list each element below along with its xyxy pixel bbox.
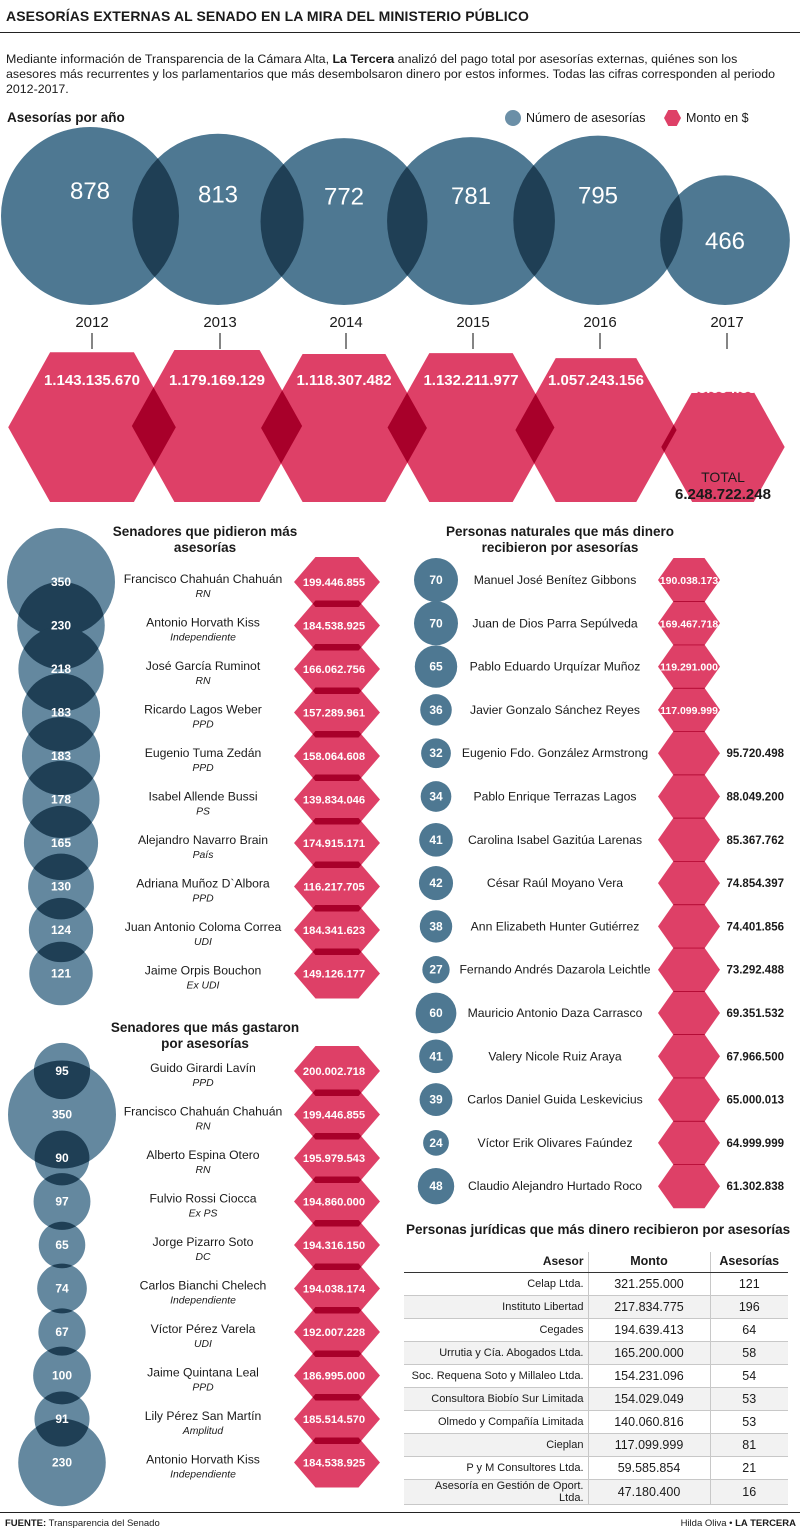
natural-name: Mauricio Antonio Daza Carrasco <box>467 1006 643 1020</box>
requests-name: José García Ruminot <box>145 659 261 673</box>
natural-name: Javier Gonzalo Sánchez Reyes <box>469 702 641 717</box>
spending-amount-label: 200.002.718 <box>302 1066 366 1078</box>
cell-asesor: Cegades <box>404 1319 588 1342</box>
requests-party: UDI <box>194 937 212 948</box>
cell-monto: 154.029.049 <box>588 1388 710 1411</box>
cell-monto: 194.639.413 <box>588 1319 710 1342</box>
requests-party: Ex UDI <box>186 980 220 992</box>
requests-name: Eugenio Tuma Zedán <box>144 746 262 760</box>
spending-amount-label: 184.538.925 <box>302 1457 366 1470</box>
cell-asesorias: 53 <box>710 1411 788 1434</box>
cell-asesor: Olmedo y Compañía Limitada <box>404 1411 588 1434</box>
table-row <box>404 1480 788 1505</box>
col-header-asesor: Asesor <box>404 1252 588 1273</box>
requests-amount-label: 166.062.756 <box>302 664 366 676</box>
year-amount-label: 618.654.834 <box>681 380 765 397</box>
cell-asesorias: 21 <box>710 1457 788 1480</box>
spending-count-label: 91 <box>55 1412 69 1426</box>
table-header-row <box>404 1252 788 1273</box>
requests-count-label: 178 <box>50 792 72 807</box>
natural-hexagons <box>658 558 785 1208</box>
requests-hexagons <box>294 557 380 999</box>
spending-name: Carlos Bianchi Chelech <box>139 1278 267 1293</box>
cell-monto: 217.834.775 <box>588 1296 710 1319</box>
natural-amount-label: 74.854.397 <box>726 878 784 891</box>
year-label: 2012 <box>75 314 109 331</box>
spending-party: Independiente <box>170 1469 236 1481</box>
year-label: 2016 <box>583 314 617 331</box>
natural-amount-label: 67.966.500 <box>726 1051 784 1064</box>
requests-count-label: 165 <box>50 836 72 850</box>
natural-amount-label: 190.038.173 <box>659 575 719 587</box>
requests-count-label: 183 <box>50 749 72 763</box>
credits <box>681 1518 796 1529</box>
spending-hexagons <box>294 1046 380 1488</box>
natural-name: Eugenio Fdo. González Armstrong <box>461 746 649 761</box>
spending-amount-label: 194.860.000 <box>302 1196 366 1209</box>
outlet: LA TERCERA <box>735 1518 796 1529</box>
spending-count-label: 65 <box>55 1238 69 1252</box>
natural-amount-label: 74.401.856 <box>726 921 784 934</box>
cell-asesorias: 64 <box>710 1319 788 1342</box>
spending-party: Amplitud <box>182 1426 224 1437</box>
spending-name: Fulvio Rossi Ciocca <box>149 1191 257 1206</box>
natural-count-label: 65 <box>429 659 443 674</box>
cell-asesorias: 196 <box>710 1296 788 1319</box>
natural-count-label: 41 <box>429 1049 443 1064</box>
spending-amount-label: 192.007.228 <box>302 1327 366 1339</box>
spending-name: Jaime Quintana Leal <box>147 1365 259 1380</box>
requests-count-label: 130 <box>50 879 72 894</box>
table-row <box>404 1411 788 1434</box>
natural-count-label: 32 <box>429 746 443 761</box>
senators-requests-title: Senadores que pidieron más asesorías <box>112 524 298 555</box>
requests-name: Alejandro Navarro Brain <box>137 833 269 847</box>
requests-amount-label: 149.126.177 <box>302 968 366 981</box>
year-amount-label: 1.143.135.670 <box>44 372 140 389</box>
requests-party: País <box>192 850 214 861</box>
natural-hexagon <box>658 1034 720 1078</box>
year-count-label: 878 <box>69 178 111 205</box>
year-label: 2017 <box>710 314 744 331</box>
cell-asesorias: 81 <box>710 1434 788 1457</box>
requests-count-label: 124 <box>50 923 72 937</box>
intro-part1: Mediante información de Transparencia de la Cámara Alta, <box>6 52 333 66</box>
requests-amount-label: 199.446.855 <box>302 577 366 589</box>
natural-amount-label: 119.291.000 <box>660 661 718 674</box>
requests-party: PPD <box>192 763 214 774</box>
cell-asesor: Soc. Requena Soto y Millaleo Ltda. <box>404 1365 588 1388</box>
requests-count-label: 350 <box>50 575 72 589</box>
requests-name: Adriana Muñoz D`Albora <box>136 876 270 891</box>
natural-name: Víctor Erik Olivares Faúndez <box>477 1135 633 1150</box>
cell-asesor: Celap Ltda. <box>404 1273 588 1296</box>
year-amount-label: 1.132.211.977 <box>423 372 519 389</box>
natural-name: César Raúl Moyano Vera <box>486 876 624 891</box>
natural-count-label: 60 <box>429 1006 443 1020</box>
intro-part2: analizó del pago total por asesorías externas, quiénes son los asesores más recurrentes y los parlamentarios que más desembolsaron dinero por estos informes. Todas las cifras corresponden al periodo 2012-2017. <box>6 52 776 96</box>
spending-amount-label: 195.979.543 <box>302 1153 366 1165</box>
spending-name: Francisco Chahuán Chahuán <box>123 1104 283 1119</box>
total-label: TOTAL <box>701 469 745 485</box>
table-row <box>404 1296 788 1319</box>
natural-persons-title: Personas naturales que más dinero recibieron por asesorías <box>445 524 675 555</box>
spending-count-label: 74 <box>55 1281 69 1296</box>
requests-count-label: 218 <box>50 662 72 676</box>
legal-entities-title: Personas jurídicas que más dinero recibieron por asesorías <box>406 1222 791 1237</box>
spending-name: Víctor Pérez Varela <box>150 1322 256 1336</box>
requests-party: Independiente <box>170 632 236 644</box>
year-count-label: 772 <box>323 183 365 211</box>
intro-source: La Tercera <box>332 52 395 66</box>
cell-monto: 321.255.000 <box>588 1273 710 1296</box>
spending-party: PPD <box>192 1382 214 1394</box>
source-note <box>5 1518 160 1529</box>
requests-circles <box>7 528 115 1005</box>
year-count-label: 813 <box>197 181 239 209</box>
natural-name: Manuel José Benítez Gibbons <box>473 573 637 587</box>
spending-count-label: 67 <box>55 1325 69 1339</box>
natural-amount-label: 73.292.488 <box>726 964 784 977</box>
legend-amount-label: Monto en $ <box>686 111 749 125</box>
year-label: 2014 <box>329 314 363 331</box>
natural-name: Valery Nicole Ruiz Araya <box>488 1049 622 1064</box>
natural-count-label: 70 <box>429 573 443 587</box>
natural-name: Pablo Enrique Terrazas Lagos <box>473 789 637 804</box>
cell-asesor: Cieplan <box>404 1434 588 1457</box>
requests-list <box>7 528 380 1005</box>
spending-amount-label: 194.038.174 <box>302 1283 366 1296</box>
spending-amount-label: 185.514.570 <box>302 1414 366 1426</box>
natural-hexagon <box>658 991 720 1035</box>
requests-name: Ricardo Lagos Weber <box>144 702 262 717</box>
spending-amount-label: 199.446.855 <box>302 1109 366 1122</box>
cell-monto: 47.180.400 <box>588 1480 710 1505</box>
table-row <box>404 1457 788 1480</box>
cell-asesor: Asesoría en Gestión de Oport. Ltda. <box>404 1480 588 1505</box>
requests-amount-label: 116.217.705 <box>303 881 365 894</box>
spending-circles <box>8 1043 116 1506</box>
year-amount-label: 1.118.307.482 <box>296 372 392 389</box>
spending-amount-label: 186.995.000 <box>302 1370 366 1383</box>
spending-count-label: 97 <box>55 1194 69 1209</box>
requests-party: PPD <box>192 719 214 731</box>
cell-asesorias: 16 <box>710 1480 788 1505</box>
natural-name: Fernando Andrés Dazarola Leichtle <box>459 962 651 977</box>
spending-party: RN <box>195 1165 211 1176</box>
cell-asesorias: 54 <box>710 1365 788 1388</box>
table-row <box>404 1342 788 1365</box>
spending-name: Antonio Horvath Kiss <box>146 1452 260 1467</box>
natural-hexagon <box>658 731 720 775</box>
author: Hilda Oliva <box>680 1518 727 1529</box>
natural-amount-label: 85.367.762 <box>726 834 784 847</box>
requests-name: Juan Antonio Coloma Correa <box>124 920 282 934</box>
natural-count-label: 70 <box>429 616 443 631</box>
natural-hexagon <box>658 948 720 992</box>
requests-amount-label: 184.341.623 <box>302 925 366 937</box>
requests-name: Francisco Chahuán Chahuán <box>123 572 283 586</box>
natural-hexagon <box>658 818 720 862</box>
year-amount-label: 1.179.169.129 <box>169 372 265 389</box>
cell-asesorias: 121 <box>710 1273 788 1296</box>
cell-asesorias: 53 <box>710 1388 788 1411</box>
natural-count-label: 39 <box>429 1092 443 1107</box>
natural-count-label: 41 <box>429 832 443 847</box>
requests-party: PS <box>196 806 210 818</box>
legend-count-label: Número de asesorías <box>526 111 646 125</box>
spending-amount-label: 194.316.150 <box>302 1240 366 1252</box>
natural-hexagon <box>658 1078 720 1122</box>
natural-hexagon <box>658 775 720 819</box>
spending-name: Lily Pérez San Martín <box>144 1409 262 1423</box>
natural-amount-label: 88.049.200 <box>726 791 784 804</box>
page-title: ASESORÍAS EXTERNAS AL SENADO EN LA MIRA DEL MINISTERIO PÚBLICO <box>6 8 529 24</box>
senators-spending-title: Senadores que más gastaron por asesorías <box>110 1020 300 1051</box>
natural-name: Claudio Alejandro Hurtado Roco <box>467 1179 643 1194</box>
spending-party: Ex PS <box>188 1208 218 1220</box>
requests-amount-label: 157.289.961 <box>302 707 366 720</box>
cell-monto: 117.099.999 <box>588 1434 710 1457</box>
spending-name: Jorge Pizarro Soto <box>152 1235 254 1249</box>
natural-name: Pablo Eduardo Urquízar Muñoz <box>469 659 641 674</box>
natural-amount-label: 61.302.838 <box>726 1181 784 1194</box>
natural-name: Juan de Dios Parra Sepúlveda <box>472 616 638 631</box>
year-count-label: 466 <box>704 228 746 256</box>
credit-separator: • <box>726 1518 736 1529</box>
requests-count-label: 230 <box>50 618 72 633</box>
natural-count-label: 34 <box>429 789 443 804</box>
natural-amount-label: 117.099.999 <box>660 704 718 717</box>
requests-amount-label: 158.064.608 <box>302 751 366 763</box>
spending-party: Independiente <box>170 1295 236 1307</box>
requests-amount-label: 184.538.925 <box>302 620 366 633</box>
natural-amount-label: 65.000.013 <box>726 1094 784 1107</box>
natural-name: Carolina Isabel Gazitúa Larenas <box>467 832 643 847</box>
spending-count-label: 230 <box>51 1455 73 1470</box>
spending-party: RN <box>195 1121 211 1133</box>
year-count-label: 781 <box>450 183 492 211</box>
cell-asesor: P y M Consultores Ltda. <box>404 1457 588 1480</box>
spending-party: DC <box>195 1252 211 1263</box>
cell-monto: 59.585.854 <box>588 1457 710 1480</box>
cell-monto: 165.200.000 <box>588 1342 710 1365</box>
natural-count-label: 48 <box>429 1179 443 1194</box>
year-count-label: 795 <box>577 182 619 210</box>
requests-party: RN <box>195 589 211 600</box>
year-section-title: Asesorías por año <box>7 110 125 125</box>
year-chart <box>1 127 790 503</box>
spending-count-label: 90 <box>55 1151 69 1165</box>
table-row <box>404 1365 788 1388</box>
year-label: 2015 <box>456 314 490 331</box>
natural-name: Carlos Daniel Guida Leskevicius <box>467 1092 643 1107</box>
spending-count-label: 100 <box>51 1368 73 1383</box>
year-label: 2013 <box>203 314 237 331</box>
requests-amount-label: 174.915.171 <box>302 838 366 850</box>
spending-party: UDI <box>194 1339 212 1350</box>
natural-count-label: 24 <box>429 1135 443 1150</box>
natural-amount-label: 169.467.718 <box>659 618 719 631</box>
natural-hexagon <box>658 861 720 905</box>
legal-entities-table <box>404 1252 788 1505</box>
requests-amount-label: 139.834.046 <box>302 794 366 807</box>
col-header-monto: Monto <box>588 1252 710 1273</box>
table-row <box>404 1319 788 1342</box>
natural-hexagon <box>658 904 720 948</box>
source-label: FUENTE: <box>5 1518 47 1529</box>
natural-hexagon <box>658 1164 720 1208</box>
natural-amount-label: 69.351.532 <box>726 1008 784 1020</box>
cell-asesor: Instituto Libertad <box>404 1296 588 1319</box>
footer <box>0 1512 800 1529</box>
cell-asesor: Consultora Biobío Sur Limitada <box>404 1388 588 1411</box>
natural-count-label: 27 <box>429 962 443 977</box>
source-text: Transparencia del Senado <box>46 1518 160 1529</box>
spending-party: PPD <box>192 1078 214 1089</box>
natural-persons-list <box>414 558 785 1208</box>
natural-hexagon <box>658 1121 720 1165</box>
cell-monto: 140.060.816 <box>588 1411 710 1434</box>
natural-amount-label: 64.999.999 <box>726 1137 784 1150</box>
requests-count-label: 121 <box>50 966 72 981</box>
natural-count-label: 42 <box>429 876 443 891</box>
cell-asesorias: 58 <box>710 1342 788 1365</box>
requests-party: RN <box>195 676 211 687</box>
year-hexagons <box>8 350 785 502</box>
natural-count-label: 36 <box>429 702 443 717</box>
table-row <box>404 1434 788 1457</box>
spending-name: Guido Girardi Lavín <box>150 1061 256 1075</box>
spending-name: Alberto Espina Otero <box>146 1148 260 1162</box>
natural-count-label: 38 <box>429 919 443 934</box>
requests-party: PPD <box>192 893 214 905</box>
spending-count-label: 95 <box>55 1064 69 1078</box>
requests-count-label: 183 <box>50 705 72 720</box>
spending-list <box>8 1043 380 1506</box>
cell-monto: 154.231.096 <box>588 1365 710 1388</box>
natural-name: Ann Elizabeth Hunter Gutiérrez <box>470 919 640 934</box>
total-value: 6.248.722.248 <box>675 486 771 503</box>
table-row <box>404 1273 788 1296</box>
col-header-asesorias: Asesorías <box>710 1252 788 1273</box>
requests-name: Isabel Allende Bussi <box>148 789 258 804</box>
year-circles <box>1 127 790 305</box>
cell-asesor: Urrutia y Cía. Abogados Ltda. <box>404 1342 588 1365</box>
requests-name: Antonio Horvath Kiss <box>146 615 260 630</box>
table-row <box>404 1388 788 1411</box>
requests-name: Jaime Orpis Bouchon <box>144 963 262 978</box>
year-amount-label: 1.057.243.156 <box>548 372 644 389</box>
spending-count-label: 350 <box>51 1107 73 1122</box>
natural-amount-label: 95.720.498 <box>726 748 784 761</box>
